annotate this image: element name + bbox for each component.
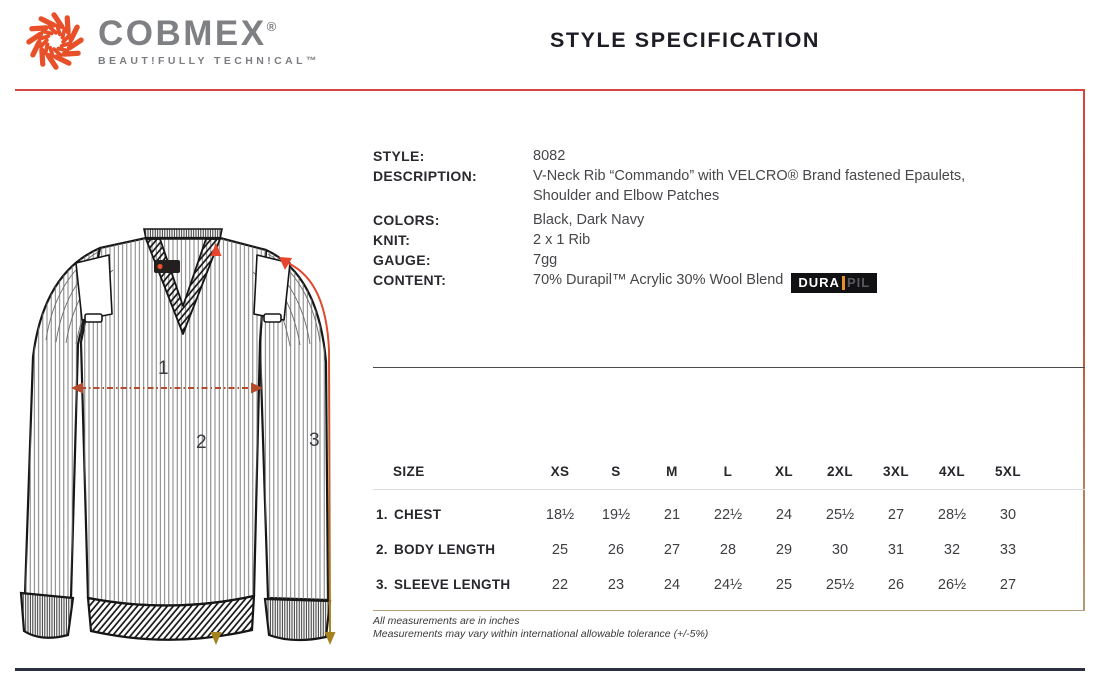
chest-s: 19½ xyxy=(601,506,631,523)
table-row-sleeve-length xyxy=(373,567,1085,602)
durapil-badge-bar xyxy=(842,276,845,290)
chest-3xl: 27 xyxy=(887,506,905,523)
footnote-units: All measurements are in inches xyxy=(373,615,520,627)
measure-label-3: 3 xyxy=(309,430,320,451)
row-name: BODY LENGTH xyxy=(394,542,496,557)
colors-value: Black, Dark Navy xyxy=(533,212,645,228)
brand-tagline: BEAUT!FULLY TECHN!CAL™ xyxy=(98,54,320,67)
size-header: SIZE xyxy=(393,463,425,479)
body-length-m: 27 xyxy=(663,541,681,558)
size-col-5xl: 5XL xyxy=(995,463,1021,479)
sleeve-length-xs: 22 xyxy=(551,576,569,593)
sleeve-length-5xl: 27 xyxy=(999,576,1017,593)
row-number: 1. xyxy=(376,507,388,522)
size-col-xl: XL xyxy=(774,463,794,479)
cobmex-spiral-icon xyxy=(24,10,86,72)
chest-l: 22½ xyxy=(713,506,743,523)
back-collar xyxy=(144,229,222,239)
row-number: 2. xyxy=(376,542,388,557)
table-row-chest xyxy=(373,497,1085,532)
body-length-2xl: 30 xyxy=(831,541,849,558)
registered-mark: ® xyxy=(266,18,277,34)
body-length-xs: 25 xyxy=(551,541,569,558)
measure-label-2: 2 xyxy=(196,432,207,453)
garment-diagram xyxy=(8,222,358,667)
body-length-3xl: 31 xyxy=(887,541,905,558)
size-col-4xl: 4XL xyxy=(939,463,965,479)
body-length-5xl: 33 xyxy=(999,541,1017,558)
gauge-label: GAUGE: xyxy=(373,252,431,268)
row-name: CHEST xyxy=(394,507,442,522)
chest-xs: 18½ xyxy=(545,506,575,523)
body-length-xl: 29 xyxy=(775,541,793,558)
size-col-3xl: 3XL xyxy=(883,463,909,479)
sleeve-length-4xl: 26½ xyxy=(937,576,967,593)
sleeve-length-3xl: 26 xyxy=(887,576,905,593)
size-table-header xyxy=(373,453,1085,490)
sleeve-length-s: 23 xyxy=(607,576,625,593)
row-number: 3. xyxy=(376,577,388,592)
body-length-4xl: 32 xyxy=(943,541,961,558)
cobmex-logo xyxy=(24,10,320,72)
logo-text xyxy=(98,13,320,67)
chest-xl: 24 xyxy=(775,506,793,523)
content-label: CONTENT: xyxy=(373,272,447,288)
knit-label: KNIT: xyxy=(373,232,411,248)
size-col-l: L xyxy=(723,463,733,479)
durapil-badge-pil: PIL xyxy=(846,275,871,290)
chest-2xl: 25½ xyxy=(825,506,855,523)
style-label: STYLE: xyxy=(373,148,425,164)
content-value xyxy=(533,270,1053,293)
spec-block xyxy=(373,146,1088,293)
style-value: 8082 xyxy=(533,148,566,164)
description-line-2: Shoulder and Elbow Patches xyxy=(533,188,720,204)
row-name: SLEEVE LENGTH xyxy=(394,577,511,592)
content-text: 70% Durapil™ Acrylic 30% Wool Blend xyxy=(533,272,784,288)
bottom-rule xyxy=(15,668,1085,671)
row-label xyxy=(373,542,532,557)
table-top-rule xyxy=(373,367,1085,368)
description-label: DESCRIPTION: xyxy=(373,168,477,184)
row-label xyxy=(373,577,532,592)
size-table xyxy=(373,453,1085,602)
size-col-m: M xyxy=(666,463,678,479)
sleeve-length-l: 24½ xyxy=(713,576,743,593)
description-value xyxy=(533,166,1053,206)
chest-4xl: 28½ xyxy=(937,506,967,523)
chest-5xl: 30 xyxy=(999,506,1017,523)
row-label xyxy=(373,507,532,522)
measure-label-1: 1 xyxy=(158,358,169,379)
footnote-tolerance: Measurements may vary within international allowable tolerance (+/-5%) xyxy=(373,628,709,640)
body-length-l: 28 xyxy=(719,541,737,558)
size-col-2xl: 2XL xyxy=(827,463,853,479)
size-col-s: S xyxy=(611,463,621,479)
description-line-1: V-Neck Rib “Commando” with VELCRO® Brand fastened Epaulets, xyxy=(533,168,966,184)
page-title: STYLE SPECIFICATION xyxy=(549,28,821,52)
footnotes xyxy=(373,615,708,641)
durapil-badge-dura: DURA xyxy=(798,275,840,290)
chest-m: 21 xyxy=(663,506,681,523)
durapil-badge xyxy=(791,273,877,293)
colors-label: COLORS: xyxy=(373,212,440,228)
knit-value: 2 x 1 Rib xyxy=(533,232,591,248)
top-rule xyxy=(15,89,1085,91)
sleeve-length-m: 24 xyxy=(663,576,681,593)
brand-name: COBMEX xyxy=(98,13,267,53)
table-bottom-rule xyxy=(373,610,1085,611)
size-col-xs: XS xyxy=(550,463,570,479)
sleeve-length-2xl: 25½ xyxy=(825,576,855,593)
chest-label xyxy=(154,260,180,273)
table-row-body-length xyxy=(373,532,1085,567)
sleeve-length-xl: 25 xyxy=(775,576,793,593)
gauge-value: 7gg xyxy=(533,252,558,268)
body-length-s: 26 xyxy=(607,541,625,558)
